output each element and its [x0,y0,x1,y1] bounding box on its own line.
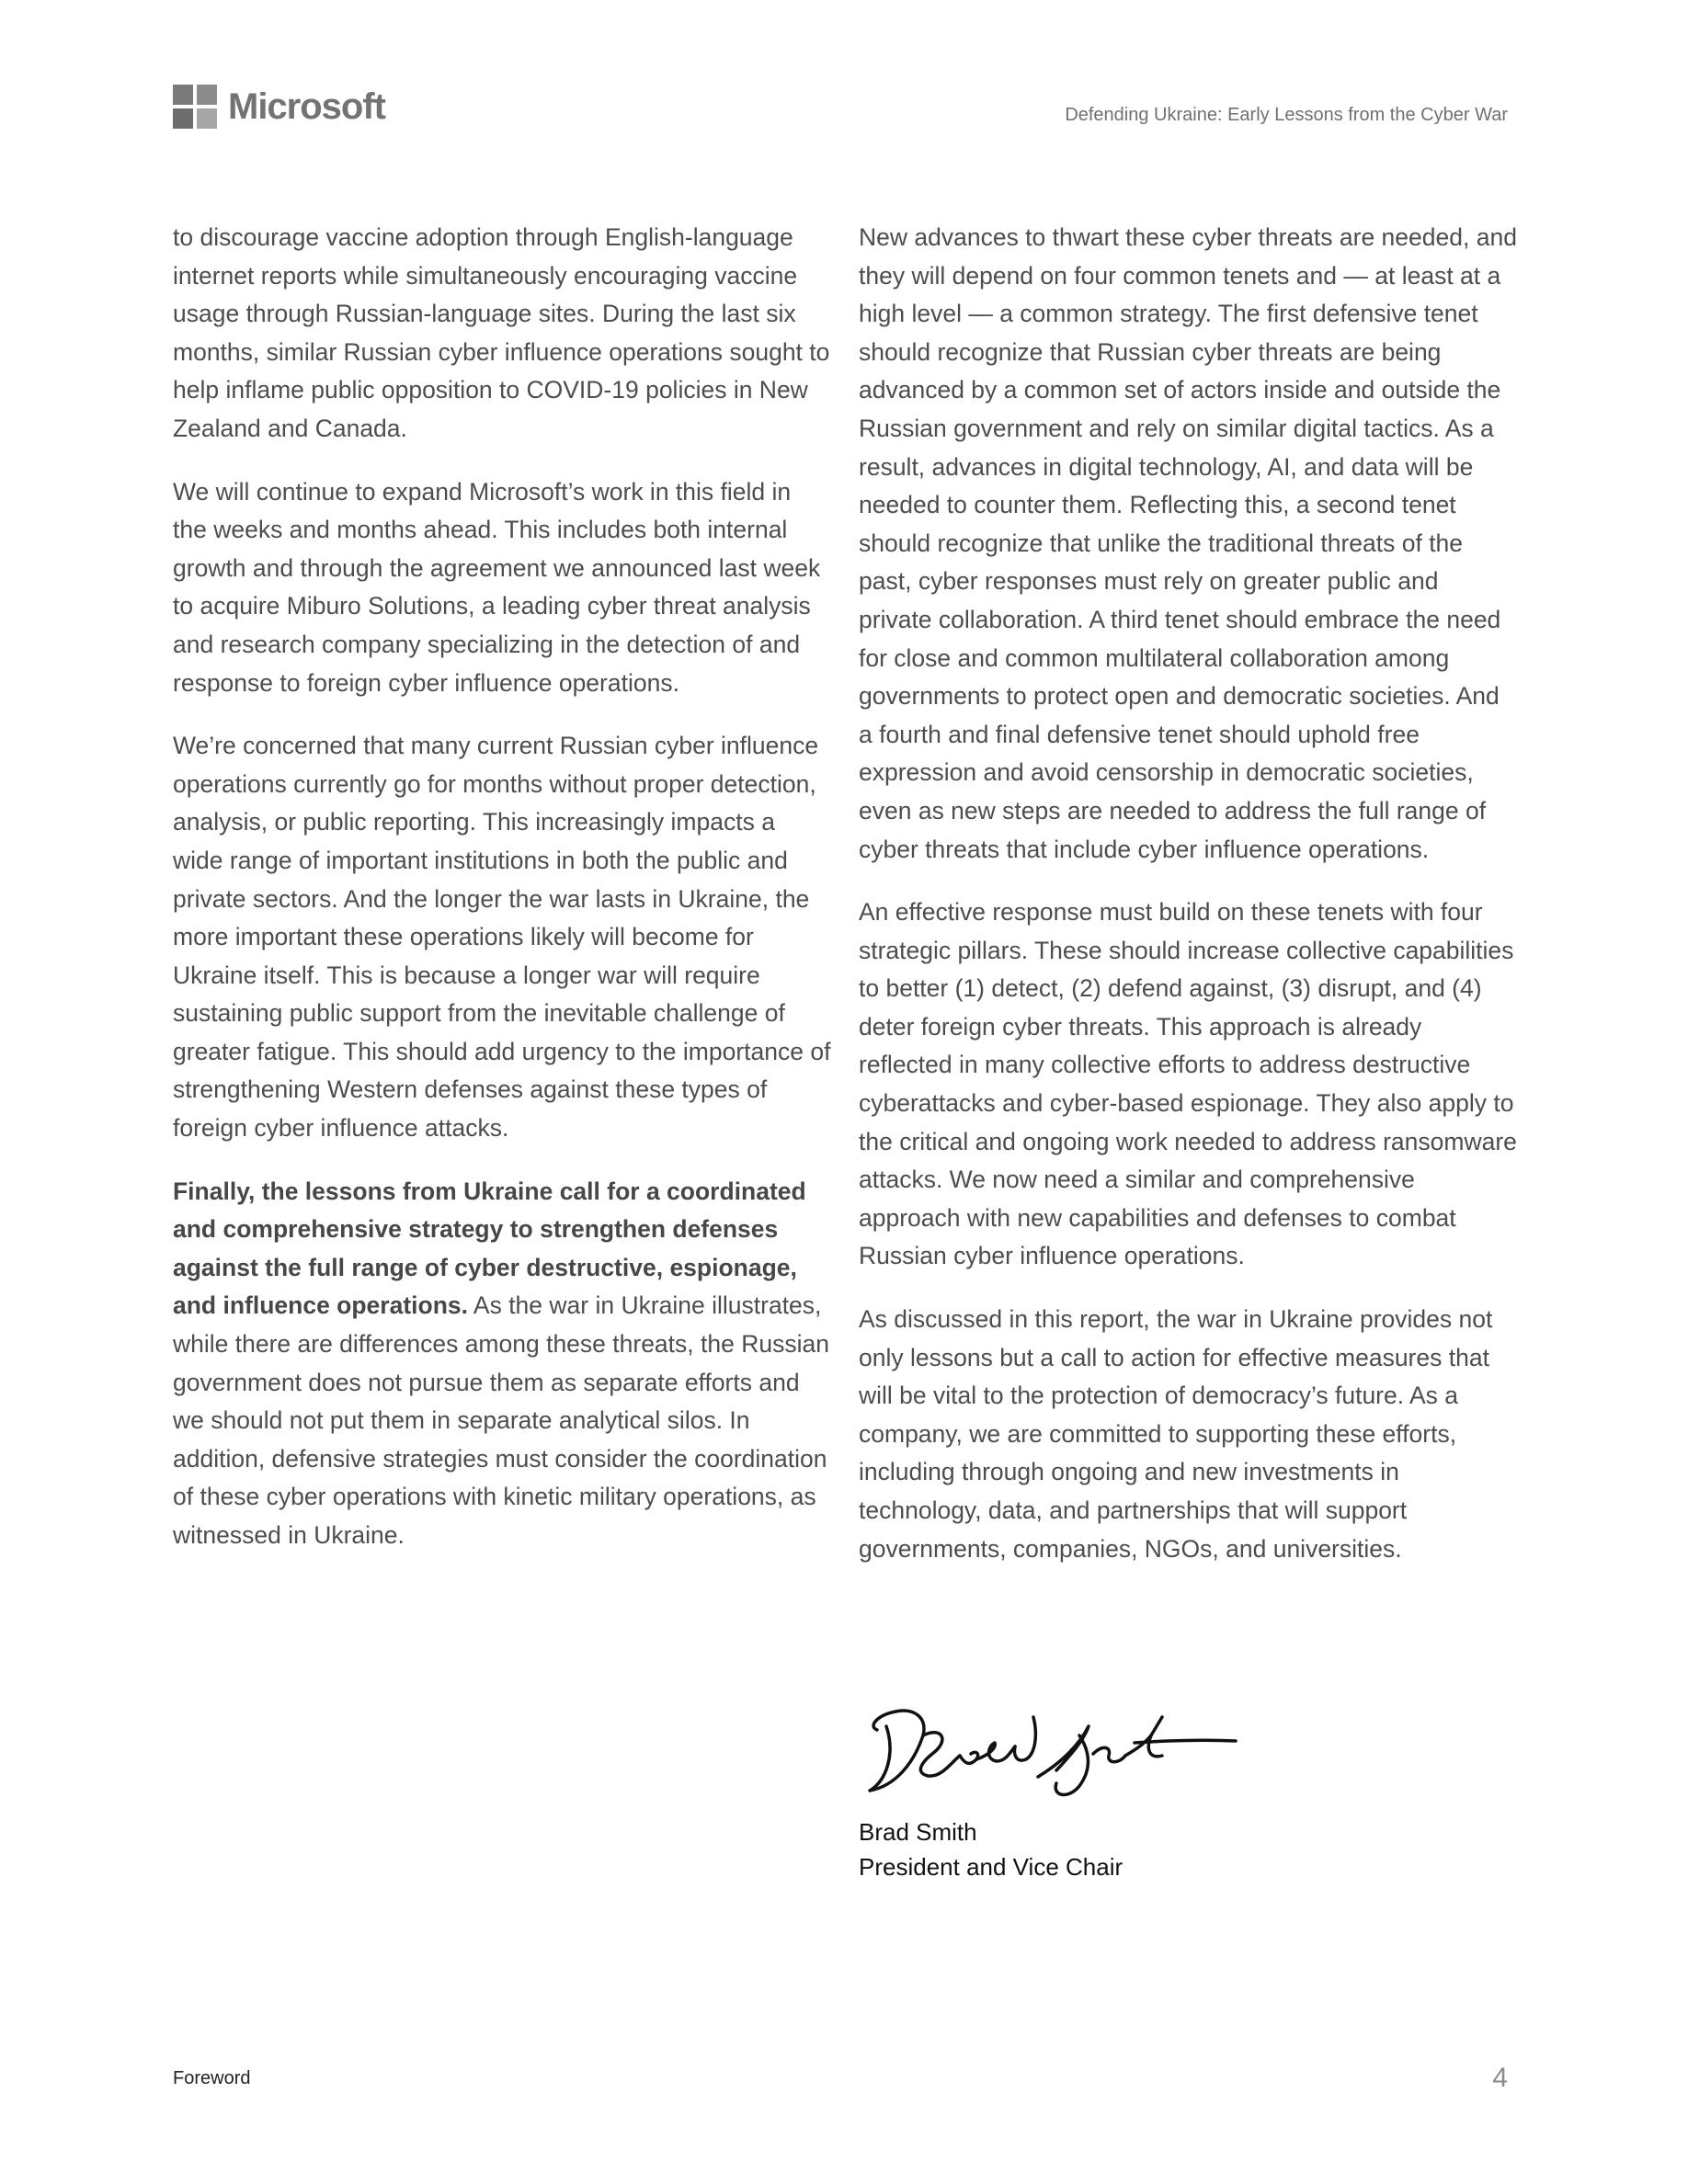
footer-section-label: Foreword [173,2068,251,2088]
signer-block [859,1814,1123,1884]
page-number: 4 [1492,2063,1508,2093]
left-paragraph-3: We’re concerned that many current Russian cyber influence operations currently go for months without proper detection, analysis, or public reporting. This increasingly impacts a wide range of important institutions in both the public and private sectors. And the longer the war lasts in Ukraine, the more important these operations likely will become for Ukraine itself. This is because a longer war will require sustaining public support from the inevitable challenge of greater fatigue. This should add urgency to the importance of strengthening Western defenses against these types of foreign cyber influence attacks. [173,732,831,1143]
right-column [859,219,1517,1593]
left-paragraph-1: to discourage vaccine adoption through English-language internet reports while simultaneously encouraging vaccine usage through Russian-language sites. During the last six months, similar Russian cyber influence operations sought to help inflame public opposition to COVID-19 policies in New Zealand and Canada. [173,223,830,442]
left-paragraph-4-text: As the war in Ukraine illustrates, while there are differences among these threats, the Russian government does not pursue them as separate efforts and we should not put them in separate analytical silos. In addition, defensive strategies must consider the coordination of these cyber operations with kinetic military operations, as witnessed in Ukraine. [173,1291,829,1549]
left-column [173,219,831,1580]
signer-name: Brad Smith [859,1818,977,1846]
logo-square-bottom-left [173,108,193,129]
logo-square-top-left [173,85,193,105]
left-paragraph-2: We will continue to expand Microsoft’s work in this field in the weeks and months ahead. This includes both internal growth and through the agreement we announced last week to acquire Miburo Solutions, a leading cyber threat analysis and research company specializing in the detection of and response to foreign cyber influence operations. [173,477,821,697]
left-paragraph-4-bold: Finally, the lessons from Ukraine call for a coordinated and comprehensive strategy to strengthen defenses against the full range of cyber destructive, espionage, and influence operations. [173,1177,806,1320]
handwritten-signature [859,1699,1245,1809]
page-header [0,0,1688,138]
right-paragraph-1: New advances to thwart these cyber threats are needed, and they will depend on four common tenets and — at least at a high level — a common strategy. The first defensive tenet should recognize that Russian cyber threats are being advanced by a common set of actors inside and outside the Russian government and rely on similar digital tactics. As a result, advances in digital technology, AI, and data will be needed to counter them. Reflecting this, a second tenet should recognize that unlike the traditional threats of the past, cyber responses must rely on greater public and private collaboration. A third tenet should embrace the need for close and common multilateral collaboration among governments to protect open and democratic societies. And a fourth and final defensive tenet should uphold free expression and avoid censorship in democratic societies, even as new steps are needed to address the full range of cyber threats that include cyber influence operations. [859,223,1517,863]
right-paragraph-2: An effective response must build on these tenets with four strategic pillars. These should increase collective capabilities to better (1) detect, (2) defend against, (3) disrupt, and (4) deter foreign cyber threats. This approach is already reflected in many collective efforts to address destructive cyberattacks and cyber-based espionage. They also apply to the critical and ongoing work needed to address ransomware attacks. We now need a similar and comprehensive approach with new capabilities and defenses to combat Russian cyber influence operations. [859,898,1517,1270]
left-paragraph-4 [173,1173,831,1555]
logo-square-bottom-right [197,108,217,129]
microsoft-windows-icon [173,85,217,129]
document-title: Defending Ukraine: Early Lessons from the Cyber War [1065,105,1508,125]
signer-role: President and Vice Chair [859,1853,1123,1881]
logo-wordmark: Microsoft [228,86,385,127]
microsoft-logo [173,85,385,129]
right-paragraph-3: As discussed in this report, the war in Ukraine provides not only lessons but a call to action for effective measures that will be vital to the protection of democracy’s future. As a company, we are committed to supporting these efforts, including through ongoing and new investments in technology, data, and partnerships that will support governments, companies, NGOs, and universities. [859,1305,1493,1563]
logo-square-top-right [197,85,217,105]
